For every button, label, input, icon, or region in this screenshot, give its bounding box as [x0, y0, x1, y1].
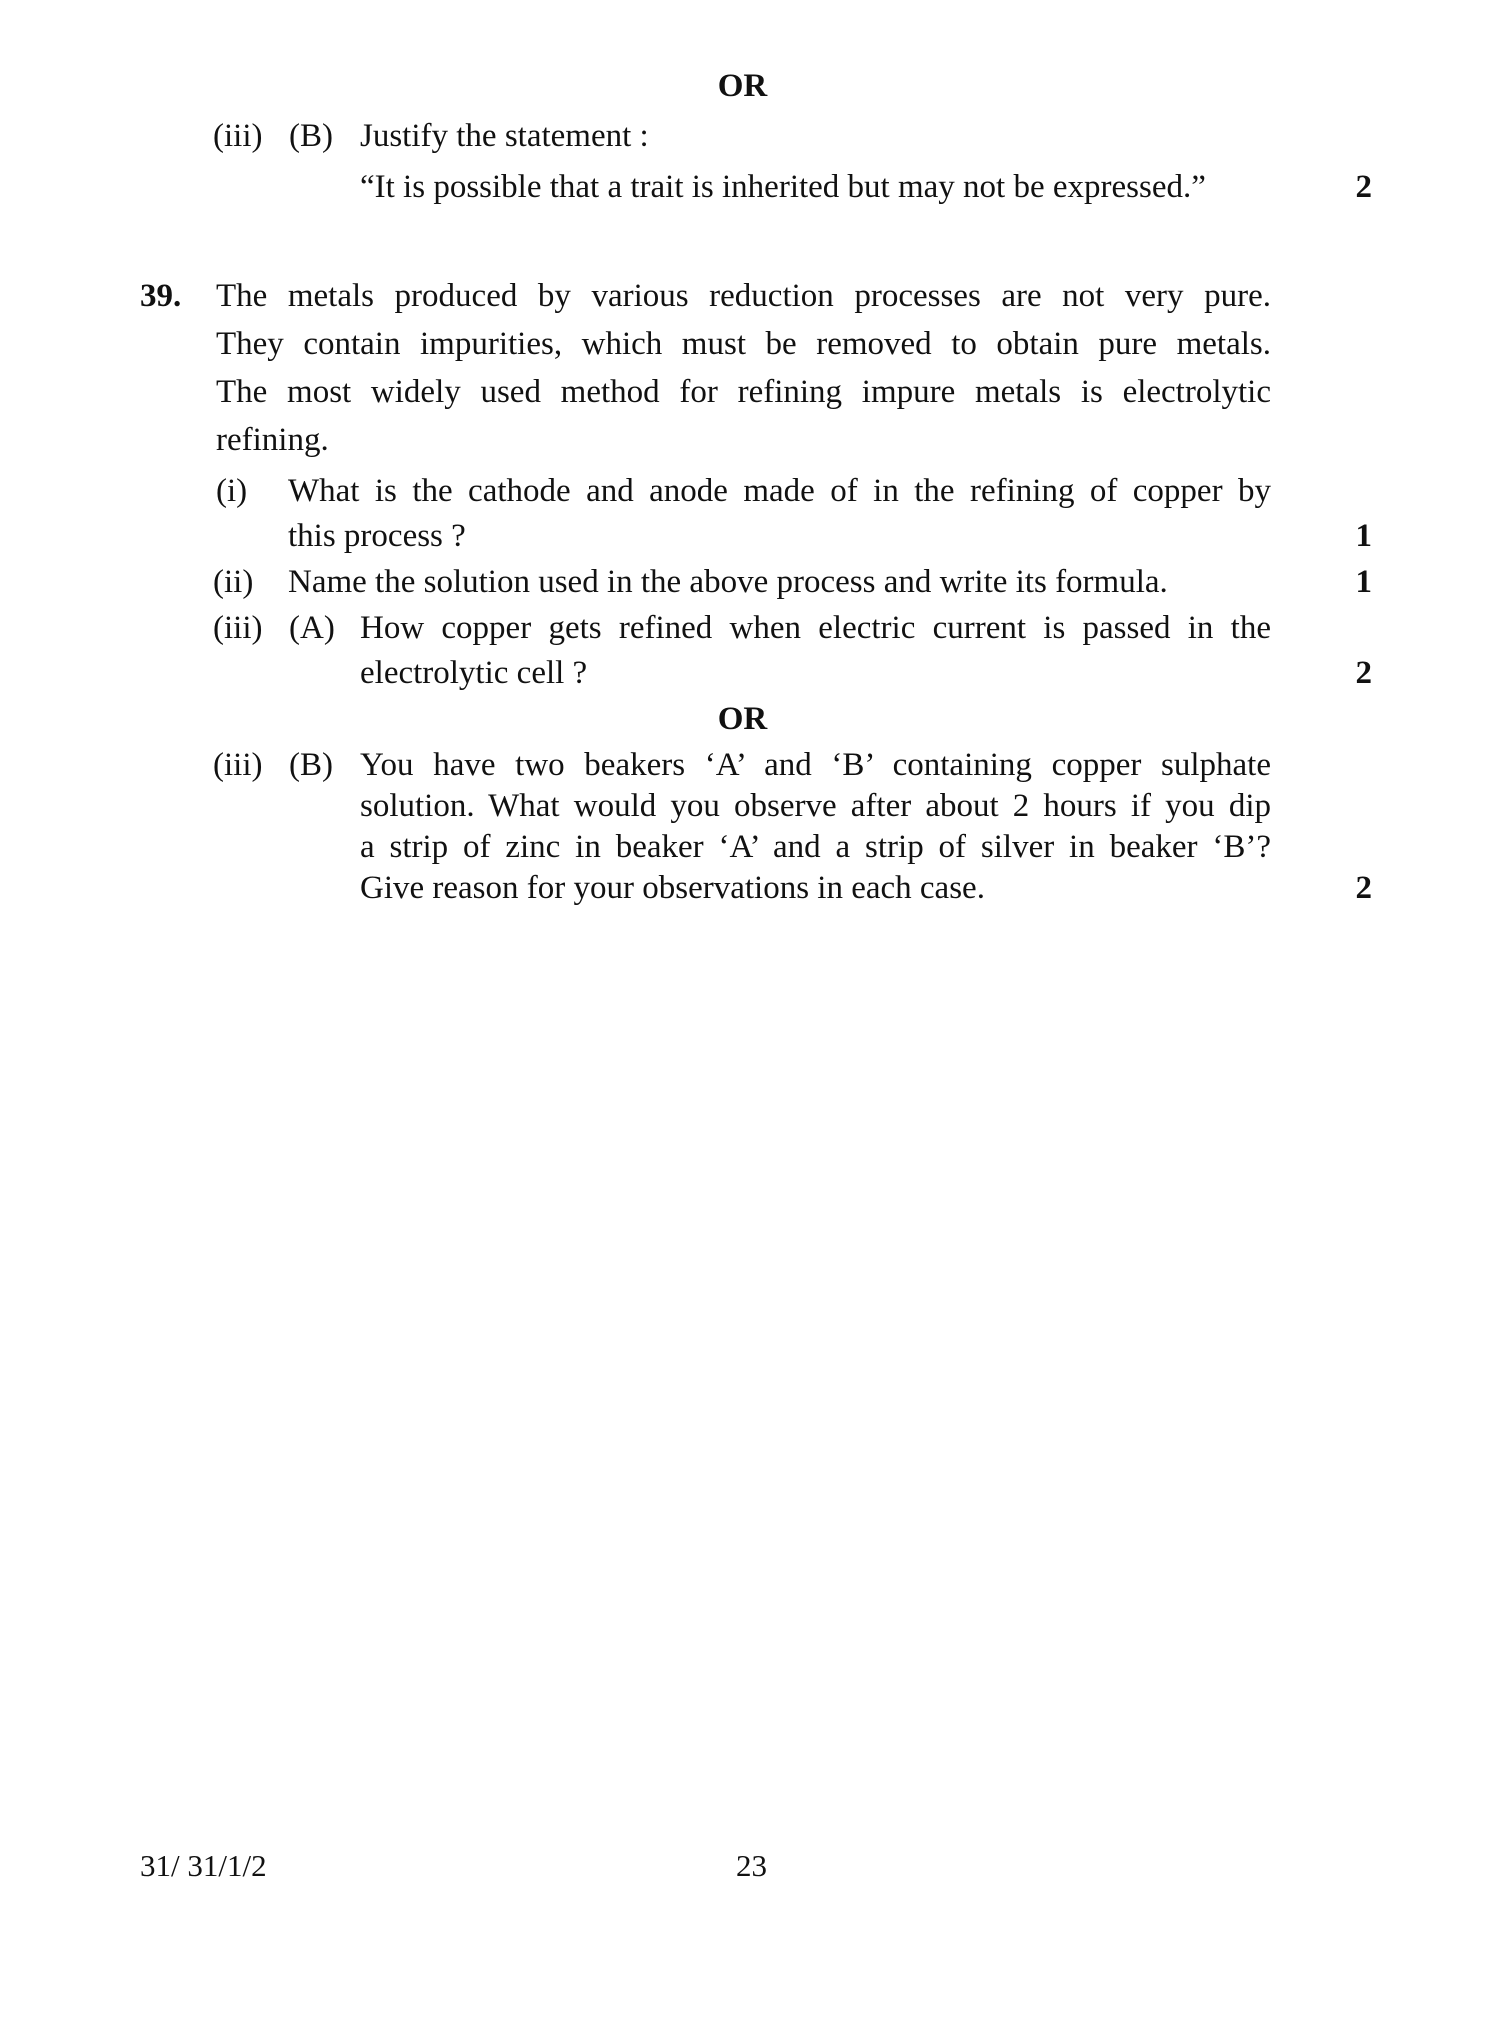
part-number: (iii) [213, 118, 263, 154]
part-number: (ii) [213, 564, 254, 600]
question-number: 39. [140, 278, 182, 314]
question-intro-line: They contain impurities, which must be removed to obtain pure metals. [216, 326, 1271, 362]
part-number: (iii) [213, 747, 263, 783]
sub-part-label: (B) [289, 118, 333, 154]
question-text-line: You have two beakers ‘A’ and ‘B’ containing copper sulphate [360, 747, 1271, 783]
marks: 2 [1355, 655, 1372, 691]
statement-quote: “It is possible that a trait is inherited but may not be expressed.” [360, 169, 1206, 205]
sub-part-label: (B) [289, 747, 333, 783]
question-text-line: What is the cathode and anode made of in the refining of copper by [288, 473, 1271, 509]
sub-part-label: (A) [289, 610, 335, 646]
or-divider-top: OR [717, 68, 768, 104]
or-divider: OR [717, 701, 768, 737]
question-text-line: Name the solution used in the above process and write its formula. [288, 564, 1168, 600]
marks: 2 [1355, 870, 1372, 906]
question-intro-line: refining. [216, 422, 329, 458]
question-intro-line: The metals produced by various reduction processes are not very pure. [216, 278, 1271, 314]
marks: 1 [1355, 518, 1372, 554]
paper-code: 31/ 31/1/2 [140, 1848, 267, 1883]
part-number: (i) [216, 473, 248, 509]
question-text-line: electrolytic cell ? [360, 655, 588, 691]
question-text-line: solution. What would you observe after about 2 hours if you dip [360, 788, 1271, 824]
question-text-line: a strip of zinc in beaker ‘A’ and a strip of silver in beaker ‘B’? [360, 829, 1271, 865]
statement-intro: Justify the statement : [360, 118, 649, 154]
part-number: (iii) [213, 610, 263, 646]
question-intro-line: The most widely used method for refining impure metals is electrolytic [216, 374, 1271, 410]
question-text-line: Give reason for your observations in each case. [360, 870, 985, 906]
marks: 1 [1355, 564, 1372, 600]
question-text-line: How copper gets refined when electric current is passed in the [360, 610, 1271, 646]
page-number: 23 [736, 1848, 767, 1883]
question-text-line: this process ? [288, 518, 466, 554]
marks: 2 [1355, 169, 1372, 205]
